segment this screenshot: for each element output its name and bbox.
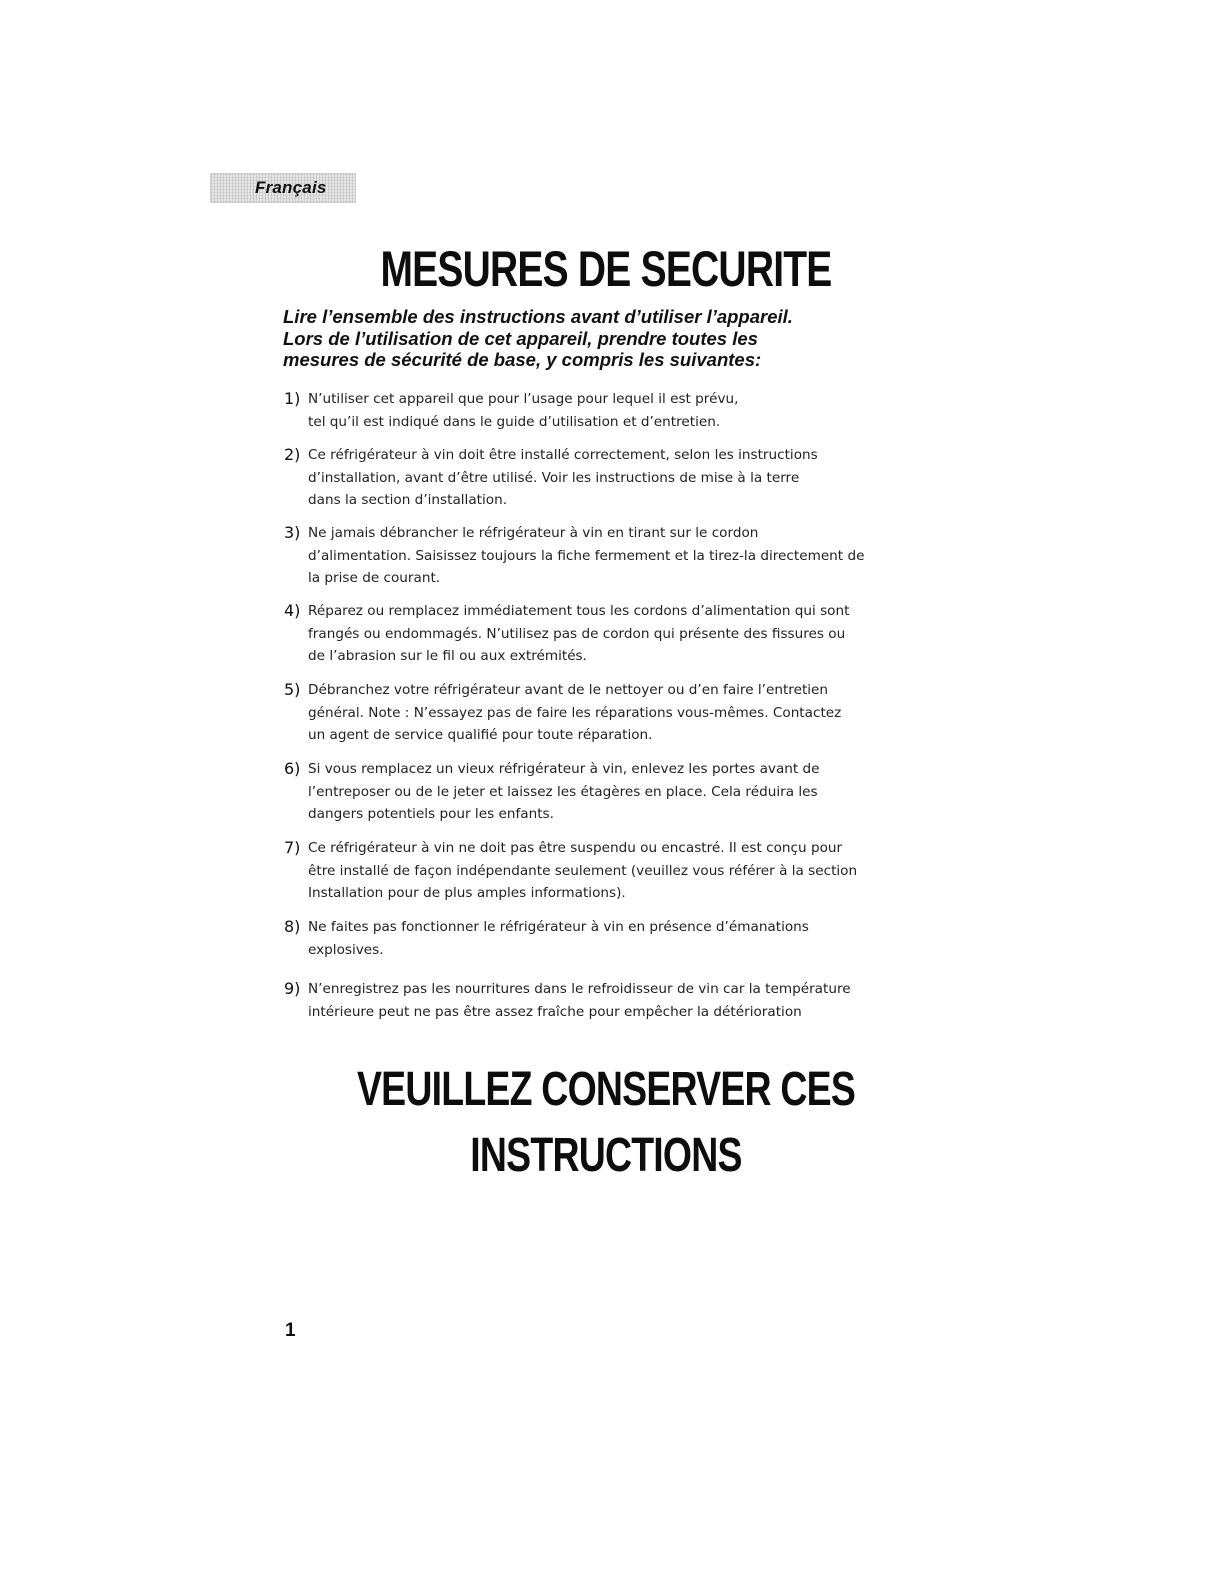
item-number: 5) bbox=[284, 680, 301, 699]
intro-text bbox=[283, 306, 923, 371]
item-line: Ne faites pas fonctionner le réfrigérateur à vin en présence d’émanations bbox=[308, 919, 809, 935]
intro-line: Lire l’ensemble des instructions avant d’utiliser l’appareil. bbox=[283, 306, 793, 327]
item-line: général. Note : N’essayez pas de faire les réparations vous-mêmes. Contactez bbox=[308, 704, 842, 721]
item-number: 1) bbox=[284, 389, 301, 408]
item-line: N’enregistrez pas les nourritures dans le refroidisseur de vin car la température bbox=[308, 981, 851, 997]
item-line: d’alimentation. Saisissez toujours la fiche fermement et la tirez-la directement de bbox=[308, 547, 865, 564]
item-line: Ce réfrigérateur à vin ne doit pas être suspendu ou encastré. Il est conçu pour bbox=[308, 840, 843, 856]
item-number: 9) bbox=[284, 979, 301, 998]
item-line: un agent de service qualifié pour toute réparation. bbox=[308, 727, 653, 743]
page-title: MESURES DE SECURITE bbox=[380, 241, 832, 297]
item-number: 6) bbox=[284, 759, 301, 778]
item-line: intérieure peut ne pas être assez fraîche pour empêcher la détérioration bbox=[308, 1003, 802, 1020]
item-line: Installation pour de plus amples informations). bbox=[308, 885, 626, 901]
item-line: frangés ou endommagés. N’utilisez pas de cordon qui présente des fissures ou bbox=[308, 625, 846, 642]
item-line: tel qu’il est indiqué dans le guide d’utilisation et d’entretien. bbox=[308, 413, 721, 430]
item-line: la prise de courant. bbox=[308, 570, 441, 586]
item-line: Ce réfrigérateur à vin doit être installé correctement, selon les instructions bbox=[308, 447, 818, 463]
item-number: 4) bbox=[284, 601, 301, 620]
page-number: 1 bbox=[285, 1320, 296, 1341]
item-line: Ne jamais débrancher le réfrigérateur à vin en tirant sur le cordon bbox=[308, 525, 759, 541]
item-line: dans la section d’installation. bbox=[308, 492, 508, 508]
item-line: Si vous remplacez un vieux réfrigérateur à vin, enlevez les portes avant de bbox=[308, 761, 820, 777]
item-line: Débranchez votre réfrigérateur avant de le nettoyer ou d’en faire l’entretien bbox=[308, 682, 829, 698]
item-number: 8) bbox=[284, 917, 301, 936]
item-line: être installé de façon indépendante seulement (veuillez vous référer à la section bbox=[308, 862, 858, 879]
language-tab-label: Français bbox=[255, 178, 327, 197]
item-line: Réparez ou remplacez immédiatement tous les cordons d’alimentation qui sont bbox=[308, 603, 850, 619]
save-instructions-heading-line2: INSTRUCTIONS bbox=[470, 1129, 742, 1182]
language-tab bbox=[210, 173, 356, 203]
item-line: dangers potentiels pour les enfants. bbox=[308, 806, 554, 822]
item-line: N’utiliser cet appareil que pour l’usage pour lequel il est prévu, bbox=[308, 391, 739, 407]
item-number: 7) bbox=[284, 838, 301, 857]
item-number: 3) bbox=[284, 523, 301, 542]
item-line: l’entreposer ou de le jeter et laissez les étagères en place. Cela réduira les bbox=[308, 783, 818, 800]
item-number: 2) bbox=[284, 445, 301, 464]
save-instructions-heading-line1: VEUILLEZ CONSERVER CES bbox=[356, 1063, 856, 1116]
intro-line: Lors de l’utilisation de cet appareil, prendre toutes les bbox=[283, 327, 758, 349]
item-line: explosives. bbox=[308, 941, 384, 958]
item-line: d’installation, avant d’être utilisé. Voir les instructions de mise à la terre bbox=[308, 469, 800, 486]
item-line: de l’abrasion sur le fil ou aux extrémités. bbox=[308, 648, 587, 664]
intro-line: mesures de sécurité de base, y compris les suivantes: bbox=[283, 349, 762, 370]
